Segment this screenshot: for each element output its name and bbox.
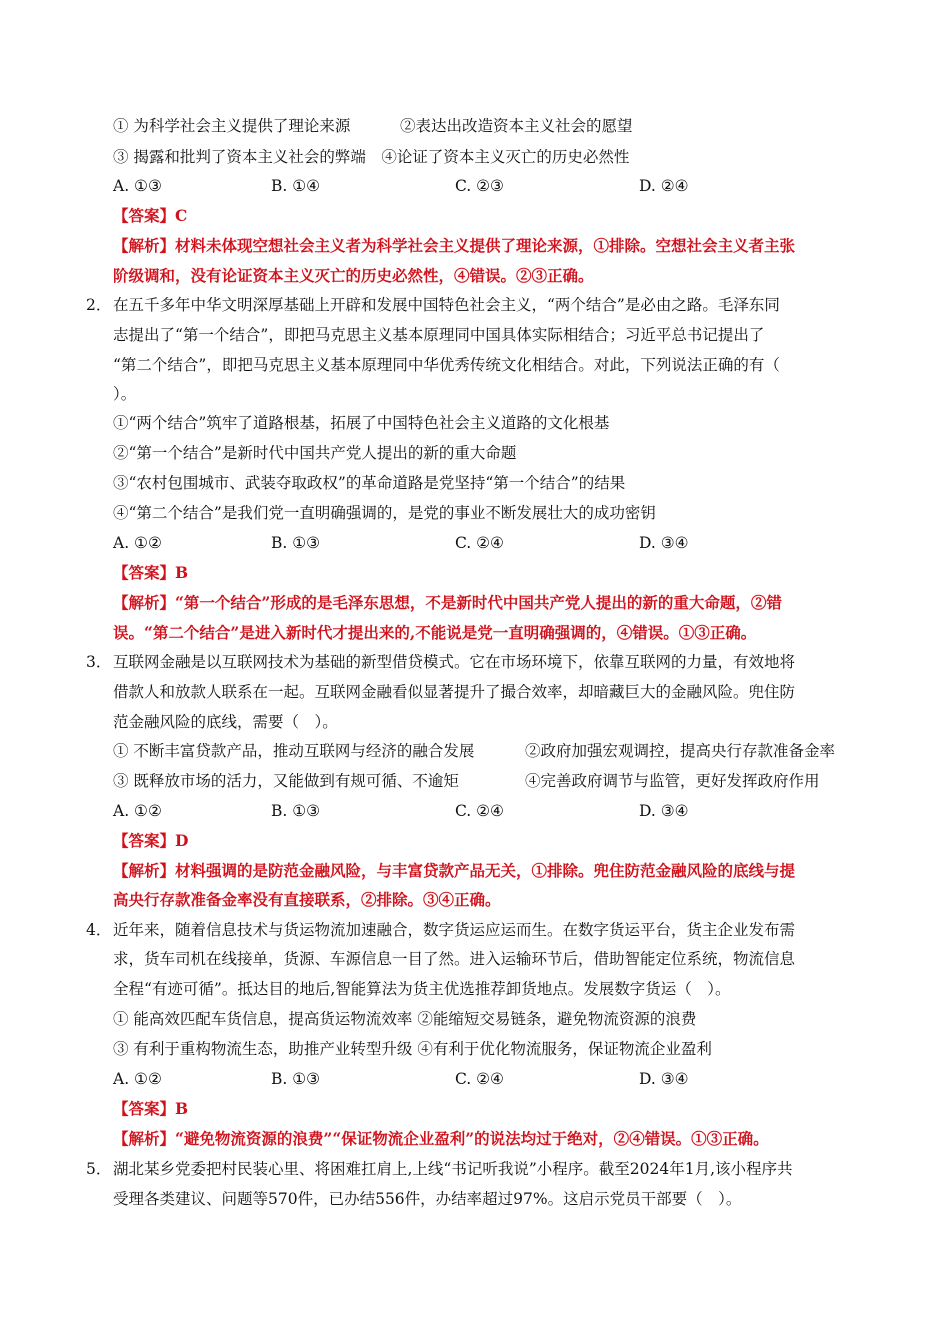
q2-option-d: D. ③④ [639,534,689,552]
q2-stem-line-3: “第二个结合”，即把马克思主义基本原理同中华优秀传统文化相结合。对此，下列说法正确的有（ [113,356,780,374]
q3-statement-1: ① 不断丰富贷款产品，推动互联网与经济的融合发展 [113,742,475,760]
q2-analysis-line-2: 误。“第二个结合”是进入新时代才提出来的,不能说是党一直明确强调的，④错误。①③正确。 [113,623,757,642]
q2-statement-1: ①“两个结合”筑牢了道路根基，拓展了中国特色社会主义道路的文化根基 [113,414,610,432]
q3-statement-4: ④完善政府调节与监管，更好发挥政府作用 [525,772,820,790]
q2-answer: 【答案】B [113,563,189,582]
q4-stem-line-2: 求，货车司机在线接单，货源、车源信息一目了然。进入运输环节后，借助智能定位系统，物流信息 [113,950,796,968]
q4-option-a: A. ①② [113,1070,162,1088]
q3-stem-line-3: 范金融风险的底线，需要（ ）。 [113,713,338,731]
q2-stem-line-2: 志提出了“第一个结合”，即把马克思主义基本原理同中国具体实际相结合；习近平总书记提出了 [113,326,765,344]
q5-stem-line-2: 受理各类建议、问题等570件，已办结556件，办结率超过97%。这启示党员干部要（ ）。 [113,1190,742,1208]
q1-statement-1: ① 为科学社会主义提供了理论来源 [113,117,351,135]
q3-number: 3． [86,653,112,671]
q3-stem-line-1: 互联网金融是以互联网技术为基础的新型借贷模式。它在市场环境下，依靠互联网的力量，有效地将 [113,653,796,671]
q4-statement-3-4: ③ 有利于重构物流生态，助推产业转型升级 ④有利于优化物流服务，保证物流企业盈利 [113,1040,712,1058]
q3-answer: 【答案】D [113,831,189,850]
q1-statement-3-4: ③ 揭露和批判了资本主义社会的弊端 ④论证了资本主义灭亡的历史必然性 [113,148,630,166]
q4-statement-1-2: ① 能高效匹配车货信息，提高货运物流效率 ②能缩短交易链条，避免物流资源的浪费 [113,1010,697,1028]
q1-analysis-line-1: 【解析】材料未体现空想社会主义者为科学社会主义提供了理论来源，①排除。空想社会主义者主张 [113,236,796,255]
q4-analysis-line-1: 【解析】“避免物流资源的浪费”“保证物流企业盈利”的说法均过于绝对，②④错误。①③正确。 [113,1129,769,1148]
q1-option-b: B. ①④ [271,177,321,195]
q2-statement-2: ②“第一个结合”是新时代中国共产党人提出的新的重大命题 [113,444,517,462]
q3-statement-3: ③ 既释放市场的活力，又能做到有规可循、不逾矩 [113,772,459,790]
q4-answer: 【答案】B [113,1099,189,1118]
q1-option-c: C. ②③ [455,177,504,195]
q4-stem-line-1: 近年来，随着信息技术与货运物流加速融合，数字货运应运而生。在数字货运平台，货主企业发布需 [113,921,796,939]
q4-stem-line-3: 全程“有迹可循”。抵达目的地后,智能算法为货主优选推荐卸货地点。发展数字货运（ ）。 [113,980,731,998]
q3-option-a: A. ①② [113,802,162,820]
q3-option-b: B. ①③ [271,802,321,820]
q4-number: 4． [86,921,112,939]
q2-stem-line-4: ）。 [113,385,137,403]
q5-number: 5． [86,1160,112,1178]
q1-option-a: A. ①③ [113,177,162,195]
q3-option-c: C. ②④ [455,802,504,820]
q2-analysis-line-1: 【解析】“第一个结合”形成的是毛泽东思想，不是新时代中国共产党人提出的新的重大命题，②错 [113,593,782,612]
q4-option-d: D. ③④ [639,1070,689,1088]
q4-option-c: C. ②④ [455,1070,504,1088]
q3-stem-line-2: 借款人和放款人联系在一起。互联网金融看似显著提升了撮合效率，却暗藏巨大的金融风险。兜住防 [113,683,796,701]
q3-analysis-line-1: 【解析】材料强调的是防范金融风险，与丰富贷款产品无关，①排除。兜住防范金融风险的底线与提 [113,861,796,880]
q2-number: 2． [86,296,112,314]
q1-analysis-line-2: 阶级调和，没有论证资本主义灭亡的历史必然性，④错误。②③正确。 [113,266,594,285]
q2-option-c: C. ②④ [455,534,504,552]
q2-statement-4: ④“第二个结合”是我们党一直明确强调的，是党的事业不断发展壮大的成功密钥 [113,504,656,522]
q1-option-d: D. ②④ [639,177,689,195]
q2-stem-line-1: 在五千多年中华文明深厚基础上开辟和发展中国特色社会主义，“两个结合”是必由之路。毛泽东同 [113,296,780,314]
q3-option-d: D. ③④ [639,802,689,820]
q1-statement-2: ②表达出改造资本主义社会的愿望 [400,117,633,135]
q3-statement-2: ②政府加强宏观调控，提高央行存款准备金率 [525,742,836,760]
q5-stem-line-1: 湖北某乡党委把村民装心里、将困难扛肩上,上线“书记听我说”小程序。截至2024年1月,该小程序共 [113,1160,793,1178]
q2-statement-3: ③“农村包围城市、武装夺取政权”的革命道路是党坚持“第一个结合”的结果 [113,474,626,492]
q3-analysis-line-2: 高央行存款准备金率没有直接联系，②排除。③④正确。 [113,890,501,909]
q4-option-b: B. ①③ [271,1070,321,1088]
q2-option-a: A. ①② [113,534,162,552]
q1-answer: 【答案】C [113,206,188,225]
q2-option-b: B. ①③ [271,534,321,552]
